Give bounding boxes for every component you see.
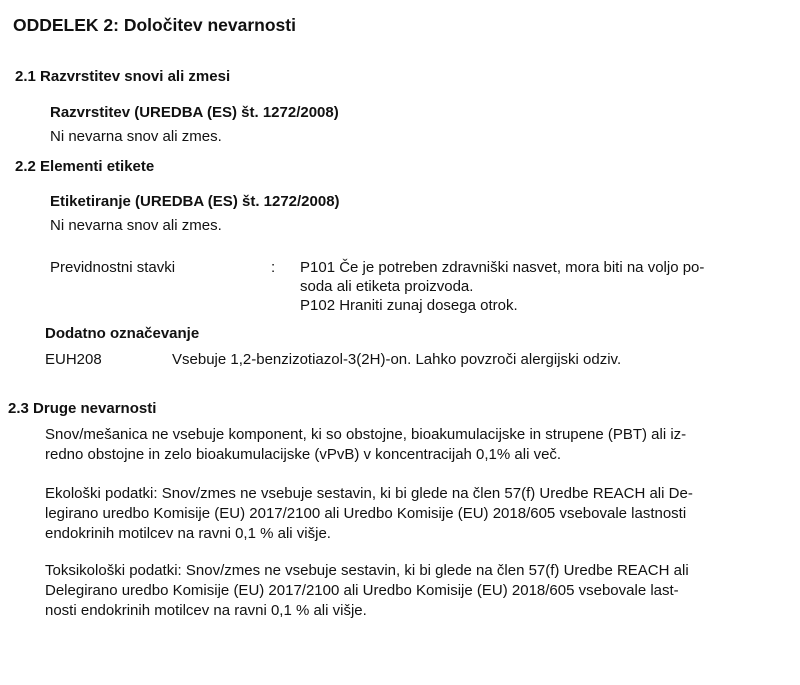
paragraph-line: redno obstojne in zelo bioakumulacijske (vPvB) v koncentracijah 0,1% ali več. [45, 446, 562, 463]
precautionary-line: P101 Če je potreben zdravniški nasvet, mora biti na voljo po- [300, 259, 705, 276]
additional-labelling-heading: Dodatno označevanje [45, 325, 200, 342]
precautionary-separator: : [271, 259, 276, 276]
paragraph-line: Ekološki podatki: Snov/zmes ne vsebuje sestavin, ki bi glede na člen 57(f) Uredbe REACH ali De- [45, 485, 693, 502]
ecological-paragraph [45, 484, 693, 544]
subsection-2-1-heading: 2.1 Razvrstitev snovi ali zmesi [15, 68, 231, 85]
paragraph-line: Delegirano uredbo Komisije (EU) 2017/2100 ali Uredbo Komisije (EU) 2018/605 vsebovale last- [45, 582, 679, 599]
pbt-paragraph [45, 425, 686, 465]
paragraph-line: nosti endokrinih motilcev na ravni 0,1 % ali višje. [45, 602, 367, 619]
paragraph-line: Toksikološki podatki: Snov/zmes ne vsebuje sestavin, ki bi glede na člen 57(f) Uredbe REACH ali [45, 562, 689, 579]
paragraph-line: Snov/mešanica ne vsebuje komponent, ki so obstojne, bioakumulacijske in strupene (PBT) ali iz- [45, 426, 687, 443]
section-title: ODDELEK 2: Določitev nevarnosti [13, 15, 296, 35]
euh-statement: Vsebuje 1,2-benzizotiazol-3(2H)-on. Lahko povzroči alergijski odziv. [172, 351, 622, 368]
precautionary-line: soda ali etiketa proizvoda. [300, 278, 474, 295]
euh-code: EUH208 [45, 351, 102, 368]
toxicological-paragraph [45, 561, 689, 621]
labelling-heading: Etiketiranje (UREDBA (ES) št. 1272/2008) [50, 193, 340, 210]
paragraph-line: legirano uredbo Komisije (EU) 2017/2100 ali Uredbo Komisije (EU) 2018/605 vsebovale lastnosti [45, 505, 687, 522]
precautionary-label: Previdnostni stavki [50, 259, 176, 276]
classification-text: Ni nevarna snov ali zmes. [50, 128, 222, 145]
labelling-text: Ni nevarna snov ali zmes. [50, 217, 222, 234]
subsection-2-3-heading: 2.3 Druge nevarnosti [8, 400, 157, 417]
subsection-2-2-heading: 2.2 Elementi etikete [15, 158, 155, 175]
paragraph-line: endokrinih motilcev na ravni 0,1 % ali višje. [45, 525, 331, 542]
precautionary-line: P102 Hraniti zunaj dosega otrok. [300, 297, 518, 314]
classification-heading: Razvrstitev (UREDBA (ES) št. 1272/2008) [50, 104, 339, 121]
